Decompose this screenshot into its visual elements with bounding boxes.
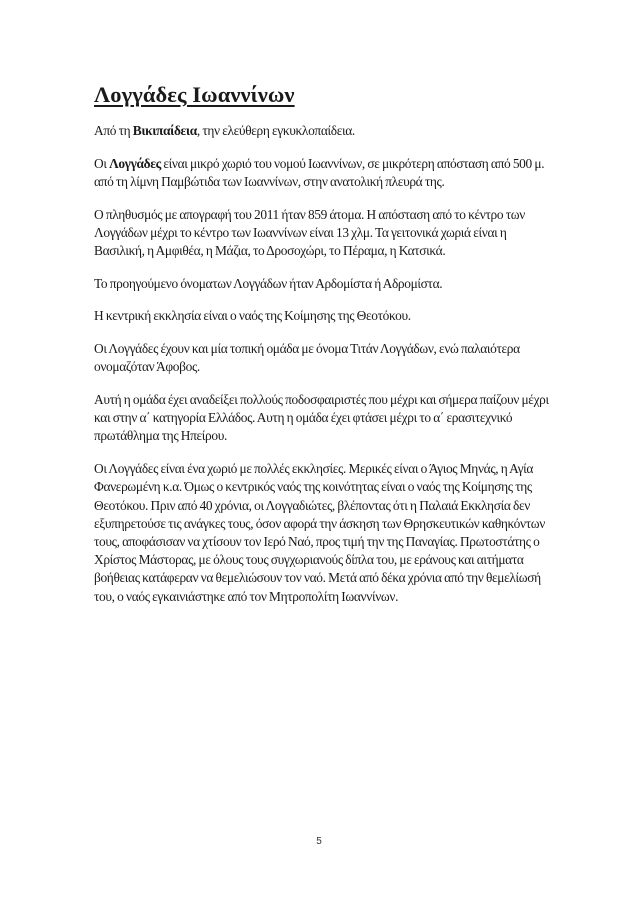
paragraph-location-prefix: Οι bbox=[94, 155, 110, 171]
paragraph-team: Οι Λογγάδες έχουν και μία τοπική ομάδα με όνομα Τιτάν Λογγάδων, ενώ παλαιότερα ονομαζόταν Άφοβος. bbox=[94, 341, 520, 375]
paragraph-population: Ο πληθυσμός με απογραφή του 2011 ήταν 859 άτομα. Η απόσταση από το κέντρο των Λογγάδων μέχρι το κέντρο των Ιωαννίνων είναι 13 χλμ. Τα γειτονικά χωριά είναι η Βασιλική, η Αμφιθέα, η Μάζια, το Δροσοχώρι, το Πέραμα, η Κατσικά. bbox=[94, 206, 525, 259]
paragraph-location-text: είναι μικρό χωριό του νομού Ιωαννίνων, σε μικρότερη απόσταση από 500 μ. από τη λίμνη Παμβώτιδα των Ιωαννίνων, στην ανατολική πλευρά της. bbox=[94, 155, 545, 189]
paragraph-location bbox=[94, 155, 554, 191]
page-number: 5 bbox=[316, 836, 322, 847]
paragraph-church: Η κεντρική εκκλησία είναι ο ναός της Κοίμησης της Θεοτόκου. bbox=[94, 308, 411, 324]
paragraph-churches: Οι Λογγάδες είναι ένα χωριό με πολλές εκκλησίες. Μερικές είναι ο Άγιος Μηνάς, η Αγία Φανερωμένη κ.α. Όμως ο κεντρικός ναός της κοινότητας είναι ο ναός της Κοίμησης της Θεοτόκου. Πριν από 40 χρόνια, οι Λογγαδιώτες, βλέποντας ότι η Παλαιά Εκκλησία δεν εξυπηρετούσε τις ανάγκες τους, όσον αφορά την άσκηση των Θρησκευτικών καθηκόντων τους, αποφάσισαν να χτίσουν τον Ιερό Ναό, προς τιμή την της Παναγίας. Πρωτοστάτης ο Χρίστος Μάστορας, με όλους τους συγχωριανούς δίπλα του, με εράνους και αιτήματα βοήθειας κατάφεραν να θεμελιώσουν τον ναό. Μετά από δέκα χρόνια από την θεμελίωσή του, ο ναός εγκαινιάστηκε από τον Μητροπολίτη Ιωαννίνων. bbox=[94, 461, 545, 604]
source-prefix: Από τη bbox=[94, 123, 133, 138]
article-title: Λογγάδες Ιωαννίνων bbox=[94, 82, 295, 107]
paragraph-team-history: Αυτή η ομάδα έχει αναδείξει πολλούς ποδοσφαιριστές που μέχρι και σήμερα παίζουν μέχρι και στην α΄ κατηγορία Ελλάδος. Αυτη η ομάδα έχει φτάσει μέχρι το α΄ ερασιτεχνικό πρωτάθλημα της Ηπείρου. bbox=[94, 392, 549, 444]
village-name-bold: Λογγάδες bbox=[109, 155, 161, 171]
source-line bbox=[94, 122, 554, 140]
source-suffix: , την ελεύθερη εγκυκλοπαίδεια. bbox=[196, 123, 355, 138]
article-body bbox=[94, 82, 554, 620]
source-name: Βικιπαίδεια bbox=[132, 123, 197, 138]
paragraph-former-name: Το προηγούμενο όνοματων Λογγάδων ήταν Αρδομίστα ή Αδρομίστα. bbox=[94, 275, 443, 291]
